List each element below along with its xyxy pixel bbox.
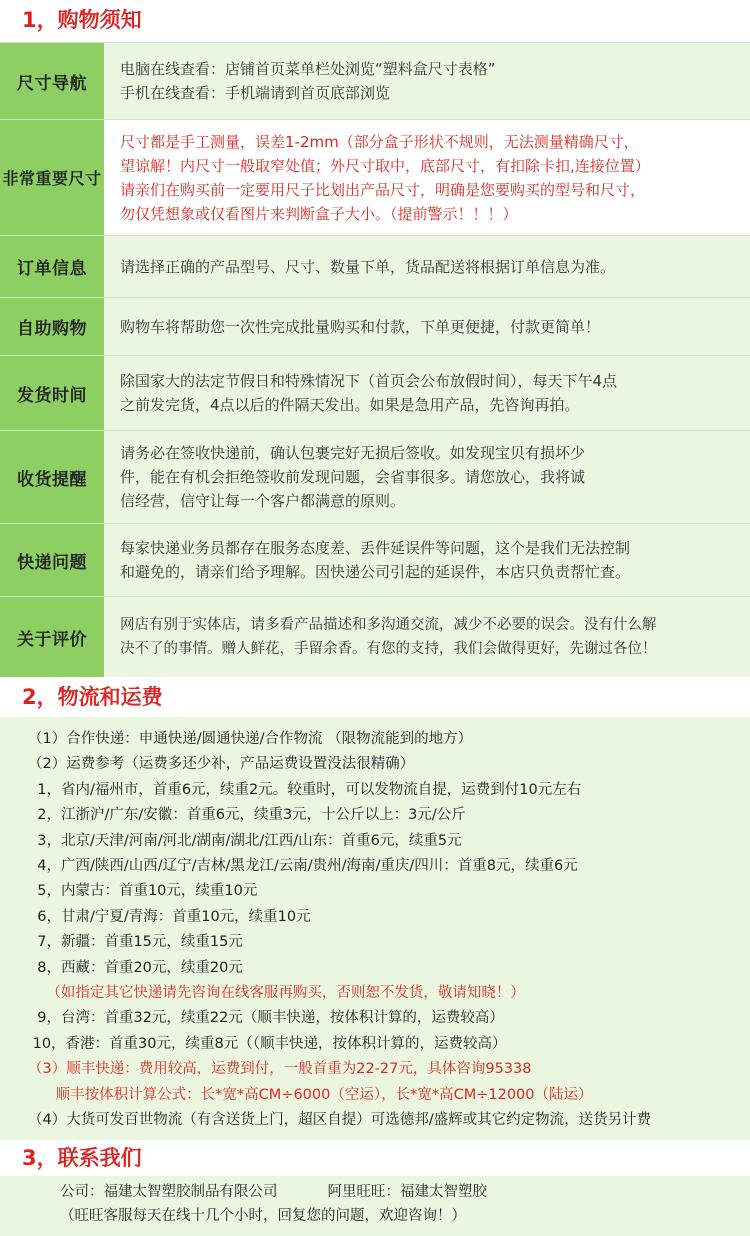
contact-info	[0, 1176, 750, 1236]
logistics-line: （3）顺丰快递：费用较高，运费到付，一般首重为22-27元，具体咨询95338	[28, 1061, 532, 1078]
notice-table	[0, 42, 750, 677]
row-label: 自助购物	[0, 298, 104, 355]
section-2-title: 2，物流和运费	[0, 677, 750, 717]
row-line: 网店有别于实体店，请多看产品描述和多沟通交流，减少不必要的误会。没有什么解	[120, 617, 657, 633]
row-content	[104, 431, 750, 523]
logistics-line: 3，北京/天津/河南/河北/湖南/湖北/江西/山东：首重6元，续重5元	[28, 832, 462, 849]
row-order-info	[0, 235, 750, 297]
row-line: 和避免的，请亲们给予理解。因快递公司引起的延误件，本店只负责帮忙查。	[120, 563, 631, 581]
row-line: 决不了的事情。赠人鲜花，手留余香。有您的支持，我们会做得更好，先谢过各位！	[120, 641, 657, 657]
row-self-service	[0, 297, 750, 355]
row-content	[104, 524, 750, 596]
wangwang-account: 阿里旺旺：福建太智塑胶	[327, 1183, 487, 1200]
row-label: 发货时间	[0, 356, 104, 430]
logistics-line: 8，西藏：首重20元，续重20元	[28, 959, 243, 976]
logistics-line: 4，广西/陕西/山西/辽宁/吉林/黑龙江/云南/贵州/海南/重庆/四川：首重8元，续重6元	[28, 858, 578, 875]
logistics-line: （1）合作快递：申通快递/圆通快递/合作物流 （限物流能到的地方）	[28, 731, 473, 747]
row-receipt-reminder	[0, 430, 750, 523]
row-line: 电脑在线查看：店铺首页菜单栏处浏览“塑料盒尺寸表格”	[120, 60, 496, 78]
row-label: 订单信息	[0, 236, 104, 297]
row-content	[104, 120, 750, 235]
row-line: 信经营，信守让每一个客户都满意的原则。	[120, 492, 406, 510]
logistics-line: 5，内蒙古：首重10元，续重10元	[28, 883, 258, 900]
row-line: 每家快递业务员都存在服务态度差、丢件延误件等问题，这个是我们无法控制	[120, 539, 631, 557]
row-line: 勿仅凭想象或仅看图片来判断盒子大小。（提前警示！！！）	[120, 204, 518, 223]
row-content	[104, 356, 750, 430]
contact-note: （旺旺客服每天在线十几个小时，回复您的问题，欢迎咨询！）	[60, 1207, 466, 1224]
row-label: 非常重要尺寸	[0, 120, 104, 235]
logistics-line: （2）运费参考（运费多还少补，产品运费设置没法很精确）	[28, 756, 415, 773]
row-line: 请亲们在购买前一定要用尺子比划出产品尺寸，明确是您要购买的型号和尺寸，	[120, 180, 646, 199]
logistics-line: 顺丰按体积计算公式：长*宽*高CM÷6000（空运），长*宽*高CM÷12000（陆运）	[28, 1086, 593, 1103]
row-size-navigation	[0, 42, 750, 119]
row-about-reviews	[0, 596, 750, 677]
contact-line	[60, 1180, 750, 1204]
company-name: 公司：福建太智塑胶制品有限公司	[60, 1183, 278, 1200]
section-1-title: 1，购物须知	[0, 0, 750, 42]
logistics-line: 1，省内/福州市，首重6元，续重2元。较重时，可以发物流自提，运费到付10元左右	[28, 781, 582, 798]
row-line: 请务必在签收快递前，确认包裹完好无损后签收。如发现宝贝有损坏少	[120, 444, 586, 462]
row-label: 尺寸导航	[0, 43, 104, 119]
row-line: 尺寸都是手工测量，误差1-2mm（部分盒子形状不规则，无法测量精确尺寸，	[120, 132, 639, 151]
row-line: 请选择正确的产品型号、尺寸、数量下单，货品配送将根据订单信息为准。	[120, 257, 616, 276]
row-content	[104, 236, 750, 297]
row-courier-issues	[0, 523, 750, 596]
logistics-line: 6，甘肃/宁夏/青海：首重10元，续重10元	[28, 908, 311, 925]
logistics-line: 2，江浙沪/广东/安徽：首重6元，续重3元，十公斤以上：3元/公斤	[28, 807, 466, 824]
row-line: 除国家大的法定节假日和特殊情况下（首页会公布放假时间），每天下午4点	[120, 372, 618, 390]
row-label: 关于评价	[0, 597, 104, 677]
row-line: 之前发完货，4点以后的件隔天发出。如果是急用产品，先咨询再拍。	[120, 396, 580, 414]
row-label: 快递问题	[0, 524, 104, 596]
row-content	[104, 597, 750, 677]
row-important-size	[0, 119, 750, 235]
row-line: 望谅解！内尺寸一般取窄处值；外尺寸取中，底部尺寸，有扣除卡扣,连接位置）	[120, 156, 650, 175]
row-label: 收货提醒	[0, 431, 104, 523]
row-content	[104, 298, 750, 355]
row-line: 手机在线查看：手机端请到首页底部浏览	[120, 84, 391, 102]
row-line: 购物车将帮助您一次性完成批量购买和付款，下单更便捷，付款更简单！	[120, 317, 601, 336]
row-line: 件，能在有机会拒绝签收前发现问题，会省事很多。请您放心，我将诚	[120, 468, 586, 486]
logistics-line: 10，香港：首重30元，续重8元（（顺丰快递，按体积计算的，运费较高）	[28, 1035, 507, 1052]
logistics-line: 7，新疆：首重15元，续重15元	[28, 934, 243, 951]
logistics-line: （4）大货可发百世物流（有含送货上门，超区自提）可选德邦/盛辉或其它约定物流，送货另计费	[28, 1112, 652, 1129]
logistics-list	[0, 717, 750, 1140]
row-content	[104, 43, 750, 119]
logistics-line: 9，台湾：首重32元，续重22元（顺丰快递，按体积计算的，运费较高）	[28, 1010, 504, 1027]
row-shipping-time	[0, 355, 750, 430]
section-3-title: 3，联系我们	[0, 1140, 750, 1176]
logistics-line: （如指定其它快递请先咨询在线客服再购买，否则恕不发货，敬请知晓！）	[28, 985, 525, 1002]
